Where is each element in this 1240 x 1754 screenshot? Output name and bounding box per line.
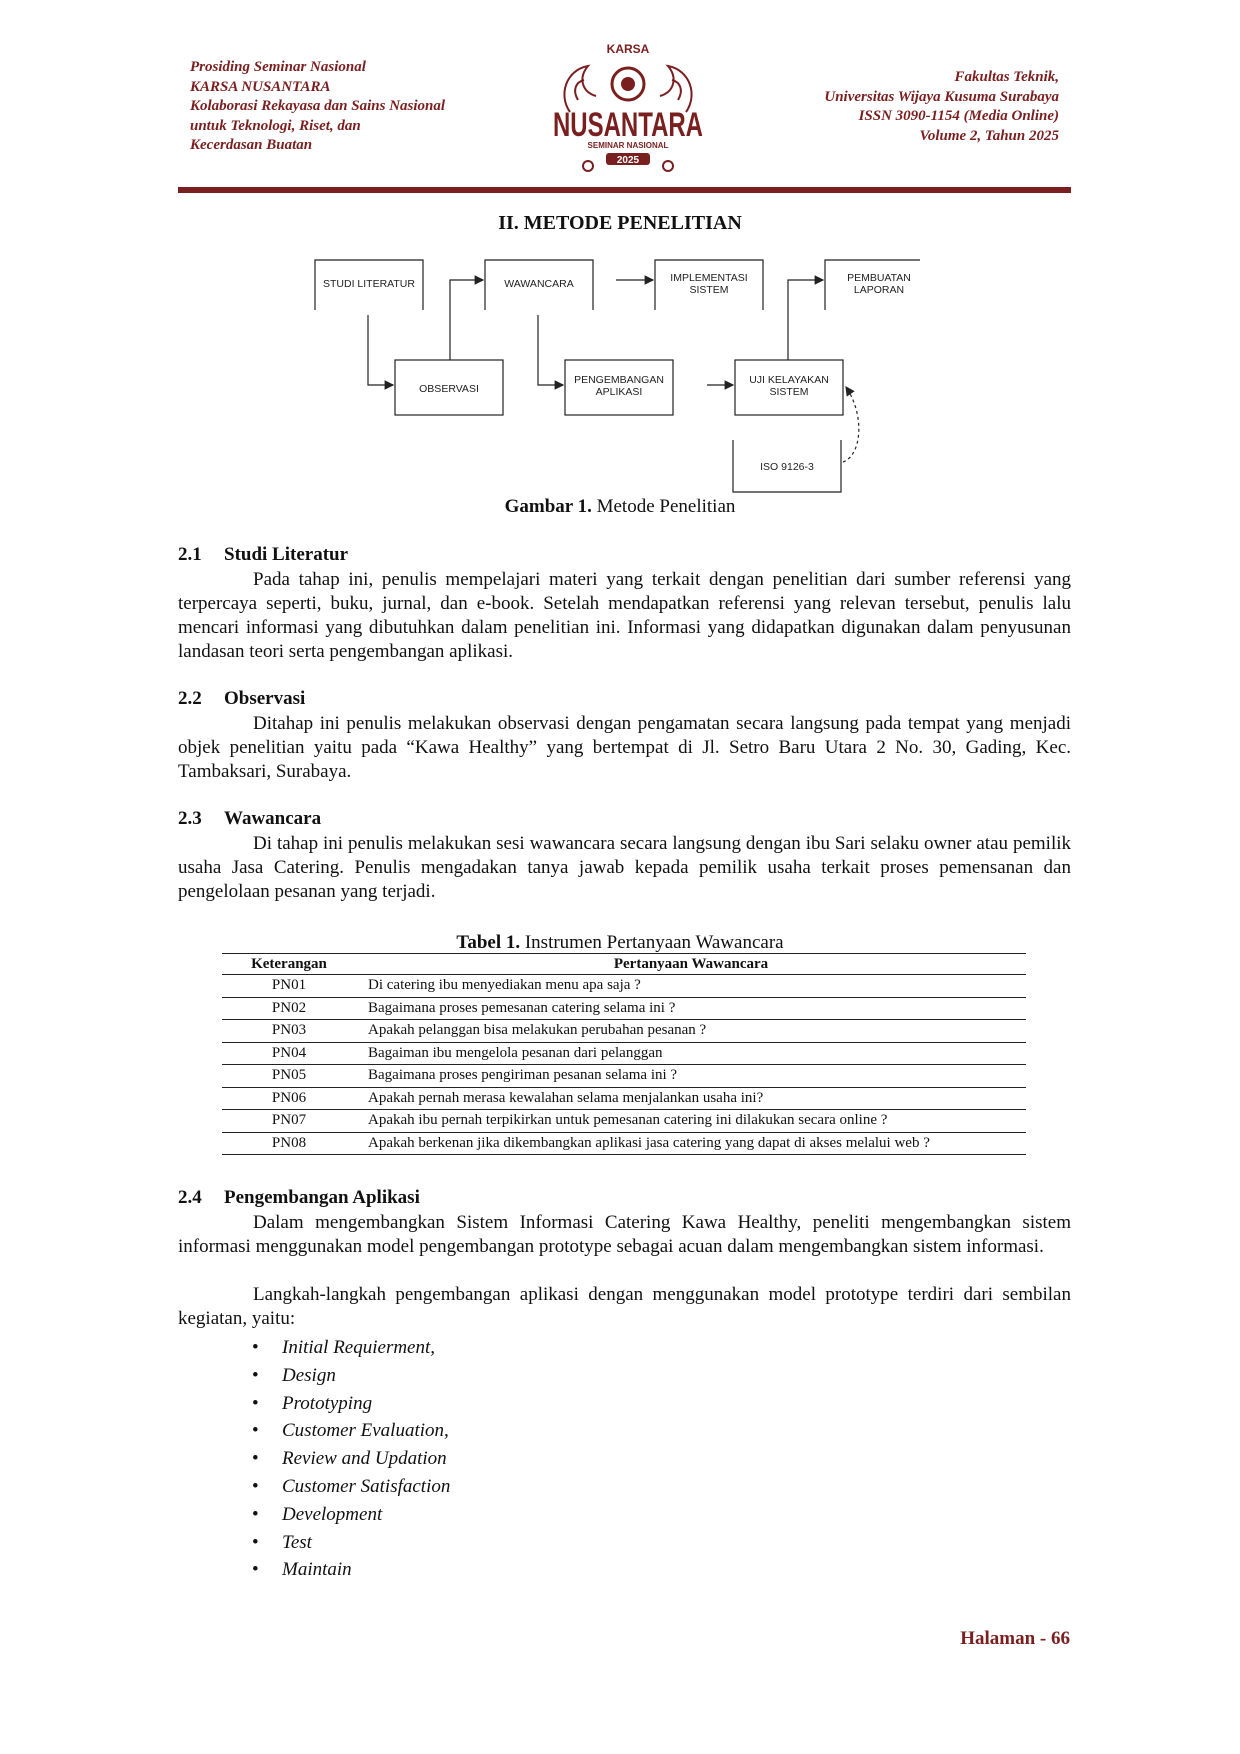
table-header-cell: Keterangan	[222, 954, 356, 975]
node-pengembangan: PENGEMBANGAN	[574, 374, 664, 386]
bullet-glyph: •	[252, 1475, 259, 1497]
list-item	[252, 1529, 450, 1557]
prototype-steps-list	[252, 1334, 450, 1584]
subsection-number: 2.1	[178, 544, 202, 565]
subsection-number: 2.2	[178, 688, 202, 709]
paragraph-text: Ditahap ini penulis melakukan observasi dengan pengamatan secara langsung pada tempat yang menjadi objek penelitian yaitu pada “Kawa Healthy” yang bertempat di Jl. Setro Baru Utara 2 No. 30, Gading, Kec. Tambaksari, Surabaya.	[178, 713, 1071, 782]
header-left-line: untuk Teknologi, Riset, dan	[190, 117, 361, 134]
figure-caption-text: Metode Penelitian	[591, 496, 736, 517]
list-item	[252, 1417, 450, 1445]
table-caption-text: Instrumen Pertanyaan Wawancara	[520, 932, 784, 953]
list-item	[252, 1473, 450, 1501]
header-left	[190, 58, 510, 156]
list-item-text: Customer Satisfaction	[282, 1475, 451, 1497]
bullet-glyph: •	[252, 1337, 259, 1358]
subsection-number: 2.4	[178, 1187, 202, 1208]
arrow-wawancara-pengembangan	[538, 315, 563, 385]
subsection-title: Wawancara	[224, 808, 322, 829]
table-row	[222, 997, 1026, 1020]
table-row	[222, 975, 1026, 998]
header-right-line: Volume 2, Tahun 2025	[919, 127, 1059, 144]
paragraph	[178, 1283, 1071, 1331]
list-item	[252, 1556, 450, 1584]
subsection-heading	[178, 688, 305, 710]
list-item-text: Prototyping	[282, 1392, 373, 1414]
node-pengembangan: APLIKASI	[595, 386, 643, 398]
bullet-glyph: •	[252, 1503, 259, 1525]
table-row	[222, 1042, 1026, 1065]
node-studi-literatur: STUDI LITERATUR	[323, 278, 415, 290]
node-observasi: OBSERVASI	[419, 383, 479, 395]
arrow-studi-observasi	[368, 315, 393, 385]
node-wawancara: WAWANCARA	[504, 278, 574, 290]
list-item-text: Customer Evaluation,	[282, 1420, 449, 1442]
table-caption-label: Tabel 1.	[456, 932, 521, 953]
table-cell-question: Apakah berkenan jika dikembangkan aplikasi jasa catering yang dapat di akses melalui web ?	[356, 1132, 1026, 1155]
logo-main-text: NUSANTARA	[553, 106, 703, 144]
subsection-heading	[178, 808, 321, 830]
header-left-line: Kolaborasi Rekayasa dan Sains Nasional	[190, 98, 446, 114]
header-left-line: Prosiding Seminar Nasional	[190, 59, 366, 75]
logo-year-text: 2025	[616, 155, 640, 166]
list-item	[252, 1445, 450, 1473]
table-cell-question: Apakah pernah merasa kewalahan selama menjalankan usaha ini?	[356, 1087, 1026, 1110]
subsection-number: 2.3	[178, 808, 202, 829]
logo-ribbon-text: SEMINAR NASIONAL	[587, 141, 669, 150]
bullet-glyph: •	[252, 1531, 259, 1553]
list-item	[252, 1362, 450, 1390]
subsection-heading	[178, 544, 348, 566]
table-cell-question: Apakah pelanggan bisa melakukan perubahan pesanan ?	[356, 1020, 1026, 1043]
table-row	[222, 1020, 1026, 1043]
table-cell-id: PN05	[222, 1065, 356, 1088]
karsa-nusantara-logo	[548, 40, 708, 180]
table-header-cell: Pertanyaan Wawancara	[356, 954, 1026, 975]
table-cell-id: PN03	[222, 1020, 356, 1043]
list-item	[252, 1501, 450, 1529]
subsection-title: Studi Literatur	[224, 544, 349, 565]
table-cell-question: Bagaiman ibu mengelola pesanan dari pelanggan	[356, 1042, 1026, 1065]
arrow-uji-pembuatan	[788, 280, 823, 360]
subsection-title: Observasi	[224, 688, 306, 709]
table-row	[222, 1132, 1026, 1155]
table-cell-question: Bagaimana proses pemesanan catering selama ini ?	[356, 997, 1026, 1020]
table-cell-question: Di catering ibu menyediakan menu apa saja ?	[356, 975, 1026, 998]
node-iso: ISO 9126-3	[760, 461, 814, 473]
figure-caption	[0, 496, 1240, 518]
list-item-text: Initial Requierment,	[282, 1337, 436, 1358]
table-cell-question: Apakah ibu pernah terpikirkan untuk pemesanan catering ini dilakukan secara online ?	[356, 1110, 1026, 1133]
node-uji-kelayakan: UJI KELAYAKAN	[749, 374, 829, 386]
header-left-line: Kecerdasan Buatan	[190, 137, 313, 153]
paragraph-text: Langkah-langkah pengembangan aplikasi dengan menggunakan model prototype terdiri dari sembilan kegiatan, yaitu:	[178, 1284, 1071, 1329]
bullet-glyph: •	[252, 1392, 259, 1414]
table-cell-id: PN02	[222, 997, 356, 1020]
list-item	[252, 1334, 450, 1362]
header-right	[729, 68, 1059, 146]
table-header-row	[222, 954, 1026, 975]
list-item-text: Maintain	[282, 1559, 352, 1581]
table-cell-question: Bagaimana proses pengiriman pesanan selama ini ?	[356, 1065, 1026, 1088]
list-item-text: Test	[282, 1531, 312, 1553]
header-divider	[178, 187, 1071, 193]
table-cell-id: PN04	[222, 1042, 356, 1065]
bullet-glyph: •	[252, 1448, 259, 1470]
list-item-text: Development	[282, 1503, 383, 1525]
node-pembuatan: LAPORAN	[853, 284, 905, 296]
method-flow-diagram	[300, 255, 920, 500]
node-uji-kelayakan: SISTEM	[769, 386, 809, 398]
header-right-line: ISSN 3090-1154 (Media Online)	[858, 108, 1059, 124]
table-cell-id: PN08	[222, 1132, 356, 1155]
list-item-text: Design	[282, 1364, 336, 1386]
logo-top-text: KARSA	[606, 42, 650, 56]
paragraph	[178, 1211, 1071, 1259]
subsection-heading	[178, 1187, 420, 1209]
bullet-glyph: •	[252, 1364, 259, 1386]
header-left-line: KARSA NUSANTARA	[190, 78, 331, 95]
paragraph-text: Di tahap ini penulis melakukan sesi wawancara secara langsung dengan ibu Sari selaku owner atau pemilik usaha Jasa Catering. Penulis mengadakan tanya jawab kepada pemilik usaha terkait proses pemensanan dan pengelolaan pesanan yang terjadi.	[178, 833, 1071, 902]
node-pembuatan: PEMBUATAN	[847, 272, 911, 284]
subsection-title: Pengembangan Aplikasi	[224, 1187, 420, 1208]
paragraph	[178, 832, 1071, 904]
list-item-text: Review and Updation	[282, 1448, 447, 1470]
paragraph-text: Dalam mengembangkan Sistem Informasi Catering Kawa Healthy, peneliti mengembangkan sistem informasi menggunakan model pengembangan prototype sebagai acuan dalam mengembangkan sistem informasi.	[178, 1212, 1071, 1257]
paragraph-text: Pada tahap ini, penulis mempelajari materi yang terkait dengan penelitian dari sumber referensi yang terpercaya seperti, buku, jurnal, dan e-book. Setelah mendapatkan referensi yang relevan tersebut, penulis lalu mencari informasi yang dibutuhkan dalam penelitian ini. Informasi yang didapatkan digunakan dalam penyusunan landasan teori serta pengembangan aplikasi.	[178, 569, 1071, 662]
section-title: II. METODE PENELITIAN	[498, 212, 742, 234]
table-cell-id: PN01	[222, 975, 356, 998]
table-caption	[0, 932, 1240, 954]
interview-table	[222, 953, 1026, 1155]
table-row	[222, 1087, 1026, 1110]
table-row	[222, 1110, 1026, 1133]
table-cell-id: PN06	[222, 1087, 356, 1110]
bullet-glyph: •	[252, 1559, 259, 1581]
header-right-line: Fakultas Teknik,	[954, 69, 1059, 85]
figure-caption-label: Gambar 1.	[504, 496, 592, 517]
paragraph	[178, 568, 1071, 664]
arrow-iso-uji	[843, 387, 859, 462]
bullet-glyph: •	[252, 1420, 259, 1442]
page-number: Halaman - 66	[960, 1628, 1070, 1649]
table-row	[222, 1065, 1026, 1088]
table-cell-id: PN07	[222, 1110, 356, 1133]
arrow-observasi-wawancara	[450, 280, 483, 360]
node-implementasi: IMPLEMENTASI	[670, 272, 748, 284]
list-item	[252, 1390, 450, 1418]
header-right-line: Universitas Wijaya Kusuma Surabaya	[824, 88, 1059, 105]
paragraph	[178, 712, 1071, 784]
node-implementasi: SISTEM	[689, 284, 729, 296]
